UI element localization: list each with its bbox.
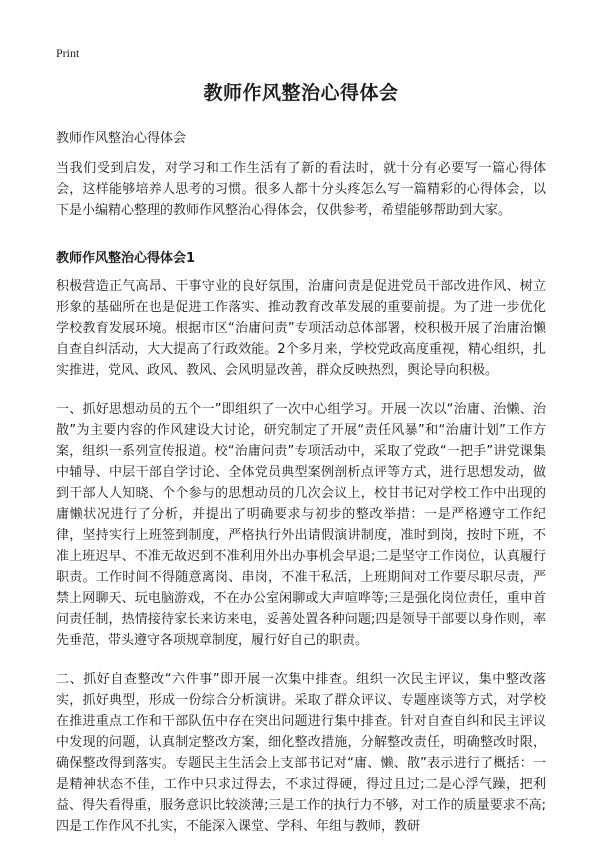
print-link[interactable]: Print: [56, 46, 80, 60]
body-paragraph-3: 二、抓好自查整改“六件事”即开展一次集中排查。组织一次民主评议，集中整改落实，抓好典型，形成一份综合分析演讲。采取了群众评议、专题座谈等方式，对学校在推进重点工作和干部队伍中存在突出问题进行集中排查。针对自查自纠和民主评议中发现的问题，认真制定整改方案，细化整改措施，分解整改责任，明确整改时限，确保整改得到落实。专题民主生活会上支部书记对“庸、懒、散”表示进行了概括：一是精神状态不佳，工作中只求过得去，不求过得硬，得过且过;二是心浮气躁，把利益、得失看得重，服务意识比较淡薄;三是工作的执行力不够，对工作的质量要求不高;四是工作作风不扎实，不能深入课堂、学科、年组与教师，教研: [56, 672, 546, 834]
document-subtitle: 教师作风整治心得体会: [56, 131, 187, 146]
body-paragraph-1: 积极营造正气高昂、干事守业的良好氛围，治庸问责是促进党员干部改进作风、树立形象的基础所在也是促进工作落实、推动教育改革发展的重要前提。为了进一步优化学校教育发展环境。根据市区“治庸问责”专项活动总体部署，校积极开展了治庸治懒自查自纠活动，大大提高了行政效能。2个多月来，学校党政高度重视，精心组织，扎实推进，党风、政风、教风、会风明显改善，群众反映热烈，舆论导向积极。: [56, 279, 546, 378]
intro-paragraph: 当我们受到启发，对学习和工作生活有了新的看法时，就十分有必要写一篇心得体会，这样能够培养人思考的习惯。很多人都十分头疼怎么写一篇精彩的心得体会，以下是小编精心整理的教师作风整治心得体会，仅供参考，希望能够帮助到大家。: [56, 161, 546, 218]
body-paragraph-2: 一、抓好思想动员的五个一”即组织了一次中心组学习。开展一次以“治庸、治懒、治散”为主要内容的作风建设大讨论，研究制定了开展“责任风暴”和“治庸计划”工作方案，组织一系列宣传报道。校“治庸问责”专项活动中，采取了党政“一把手”讲党课集中辅导、中层干部自学讨论、全体党员典型案例剖析点评等方式，进行思想发动，做到干部人人知晓、个个参与的思想动员的几次会议上，校甘书记对学校工作中出现的庸懒状况进行了分析，并提出了明确要求与初步的整改举措：一是严格遵守工作纪律，坚持实行上班签到制度，严格执行外出请假演讲制度，准时到岗，按时下班，不准上班迟早、不准无故迟到不准利用外出办事机会早退;二是坚守工作岗位，认真履行职责。工作时间不得随意离岗、串岗，不准干私活，上班期间对工作要尽职尽责，严禁上网聊天、玩电脑游戏，不在办公室闲聊或大声喧哗等;三是强化岗位责任，重申首问责任制，热情接待家长来访来电，妥善处置各种问题;四是领导干部要以身作则，率先垂范，带头遵守各项规章制度，履行好自己的职责。: [56, 402, 546, 648]
page-title: 教师作风整治心得体会: [203, 82, 399, 104]
section-heading: 教师作风整治心得体会1: [56, 251, 196, 266]
document-page: [56, 78, 546, 855]
